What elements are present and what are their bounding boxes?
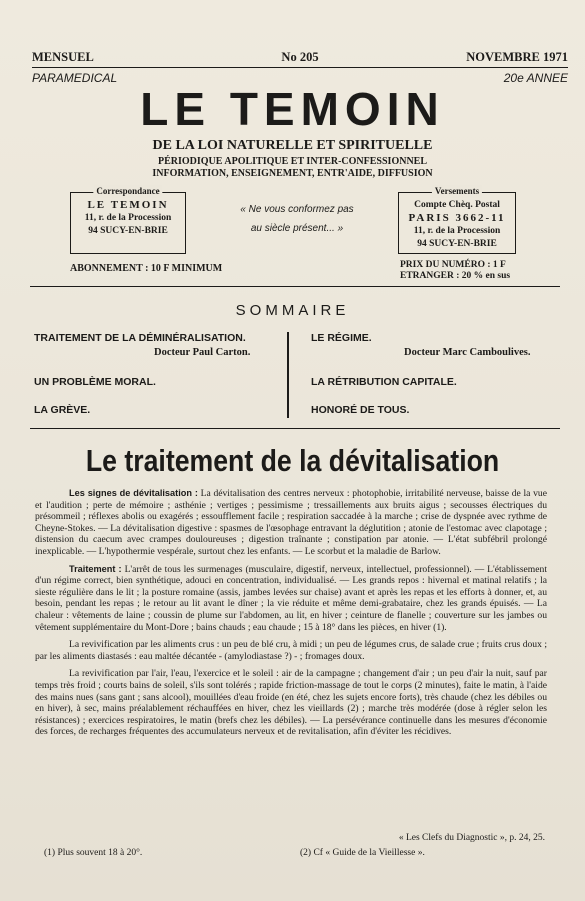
tagline-line-1: PÉRIODIQUE APOLITIQUE ET INTER-CONFESSIONNEL	[157, 156, 428, 167]
footnote-2: (2) Cf « Guide de la Vieillesse ».	[300, 848, 425, 858]
paragraph-raw-food: La revivification par les aliments crus : un peu de blé cru, à midi ; un peu de légumes crus, de salade crue ; fruits crus doux ; par les aliments diastasés : eau maltée décantée - (amylodiastase ?) - ; fromages doux.	[35, 639, 547, 662]
header-rule	[32, 67, 568, 68]
versements-box	[398, 186, 516, 254]
correspondance-box	[70, 186, 186, 254]
price-line-2: ETRANGER : 20 % en sus	[400, 271, 511, 281]
category-label: PARAMEDICAL	[32, 71, 118, 85]
toc-author: Docteur Marc Camboulives.	[404, 347, 531, 358]
toc-item: TRAITEMENT DE LA DÉMINÉRALISATION.	[34, 332, 246, 344]
quote-line-2: au siècle présent... »	[250, 223, 344, 234]
paragraph-treatment	[35, 564, 547, 634]
price-line-1: PRIX DU NUMÉRO : 1 F	[400, 260, 506, 270]
paragraph-lead: Traitement :	[69, 563, 122, 574]
issue-date: NOVEMBRE 1971	[466, 50, 568, 64]
footnote-1: (1) Plus souvent 18 à 20°.	[44, 848, 143, 858]
sommaire-title: SOMMAIRE	[235, 302, 350, 319]
versements-line-1: Compte Chèq. Postal	[414, 200, 500, 210]
masthead-subtitle: DE LA LOI NATURELLE ET SPIRITUELLE	[152, 138, 433, 153]
article-source: « Les Clefs du Diagnostic », p. 24, 25.	[398, 833, 545, 843]
versements-address: 11, r. de la Procession	[413, 226, 501, 236]
toc-author: Docteur Paul Carton.	[154, 347, 251, 358]
versements-account: PARIS 3662-11	[408, 212, 506, 224]
issue-price	[400, 260, 510, 282]
article-title: Le traitement de la dévitalisation	[85, 443, 500, 478]
versements-label: Versements	[432, 185, 482, 198]
correspondance-address: 11, r. de la Procession	[84, 213, 172, 223]
masthead-title: LE TEMOIN	[140, 83, 445, 135]
article-body	[35, 488, 547, 744]
issue-number: No 205	[281, 50, 319, 64]
paragraph-air-water: La revivification par l'air, l'eau, l'exercice et le soleil : air de la campagne ; changement d'air ; un peu d'air la nuit, sauf par temps très froid ; courts bains de soleil, s'ils sont tolérés ; rapide friction-massage de tout le corps (2 minutes), faite le matin, à l'aide des mains nues (sans gant ; sans alcool), mouillées d'eau froide (en été, chez les sujets encore forts), très chaude (chez les débiles ou en hiver), à sec, mains préalablement réchauffées en hiver, chez les vieillards (2) ; marche très modérée (dose à régler selon les résistances) ; exercices respiratoires, le matin (brefs chez les débiles). — La persévérance continuelle dans les mesures d'économie des forces, de recharges fréquentes des accumulateurs nerveux et de revitalisation, afin d'éviter les récidives.	[35, 668, 547, 738]
table-of-contents	[34, 330, 554, 420]
frequency-label: MENSUEL	[32, 50, 94, 64]
year-label: 20e ANNEE	[503, 71, 568, 85]
versements-city: 94 SUCY-EN-BRIE	[417, 239, 497, 249]
tagline-line-2: INFORMATION, ENSEIGNEMENT, ENTR'AIDE, DIFFUSION	[152, 168, 433, 179]
masthead-tagline	[0, 156, 585, 180]
correspondance-city: 94 SUCY-EN-BRIE	[88, 226, 168, 236]
toc-item: LE RÉGIME.	[311, 332, 372, 344]
subscription-price: ABONNEMENT : 10 F MINIMUM	[70, 263, 223, 274]
toc-item: HONORÉ DE TOUS.	[311, 404, 410, 416]
toc-divider	[287, 332, 289, 418]
toc-item: LA GRÈVE.	[34, 404, 91, 416]
sommaire-bottom-rule	[30, 428, 560, 429]
epigraph-quote	[222, 200, 372, 238]
paragraph-text: La dévitalisation des centres nerveux : photophobie, irritabilité nerveuse, baisse de la vue et l'audition ; perte de mémoire ; asthénie ; vertiges ; pessimisme ; tressaillements aux bruits aigus ; secousses électriques du présommeil ; réflexes abolis ou exagérés ; essoufflement facile ; respiration saccadée à la marche ; crise de dyspnée avec rythme de Cheyne-Stokes. — La dévitalisation digestive : spasmes de l'œsophage entravant la déglutition ; atonie de l'estomac avec clapotage ; distension du caecum avec crampes douloureuses ; digestion traînante ; constipation par atonie. — L'état subfébril prolongé inexplicable. — L'hypothermie vespérale, surtout chez les enfants. — Le scorbut et la maladie de Barlow.	[35, 488, 547, 557]
correspondance-label: Correspondance	[93, 185, 162, 198]
quote-line-1: « Ne vous conformez pas	[240, 204, 354, 215]
correspondance-name: LE TEMOIN	[87, 199, 169, 211]
toc-item: UN PROBLÈME MORAL.	[34, 376, 156, 388]
paragraph-signs	[35, 488, 547, 558]
paragraph-text: L'arrêt de tous les surmenages (musculaire, digestif, nerveux, intellectuel, professionnel). — L'établissement d'un régime correct, bien synthétique, adouci en concentration, individualisé. — Les grands repos : hivernal et matinal relatifs ; la sieste régulière dans le lit ; la posture romaine (assis, jambes levées sur chaise) avant et après les repas et les efforts à donner, et, au besoin, pendant les repas ; le retour au lit avant le dîner ; la vie réduite et même demi-grabataire, chez les grands épuisés. — La chaleur : vêtements de laine ; coussin de plume sur l'abdomen, au lit, en hiver ; ceinture de flanelle ; couverture sur les jambes ou vêtement supplémentaire du Mont-Dore ; bains chauds ; eau chaude ; 15 à 18° dans les pièces, en hiver (1).	[35, 563, 547, 633]
sommaire-top-rule	[30, 286, 560, 287]
toc-item: LA RÉTRIBUTION CAPITALE.	[311, 376, 457, 388]
paragraph-lead: Les signes de dévitalisation :	[69, 488, 198, 498]
